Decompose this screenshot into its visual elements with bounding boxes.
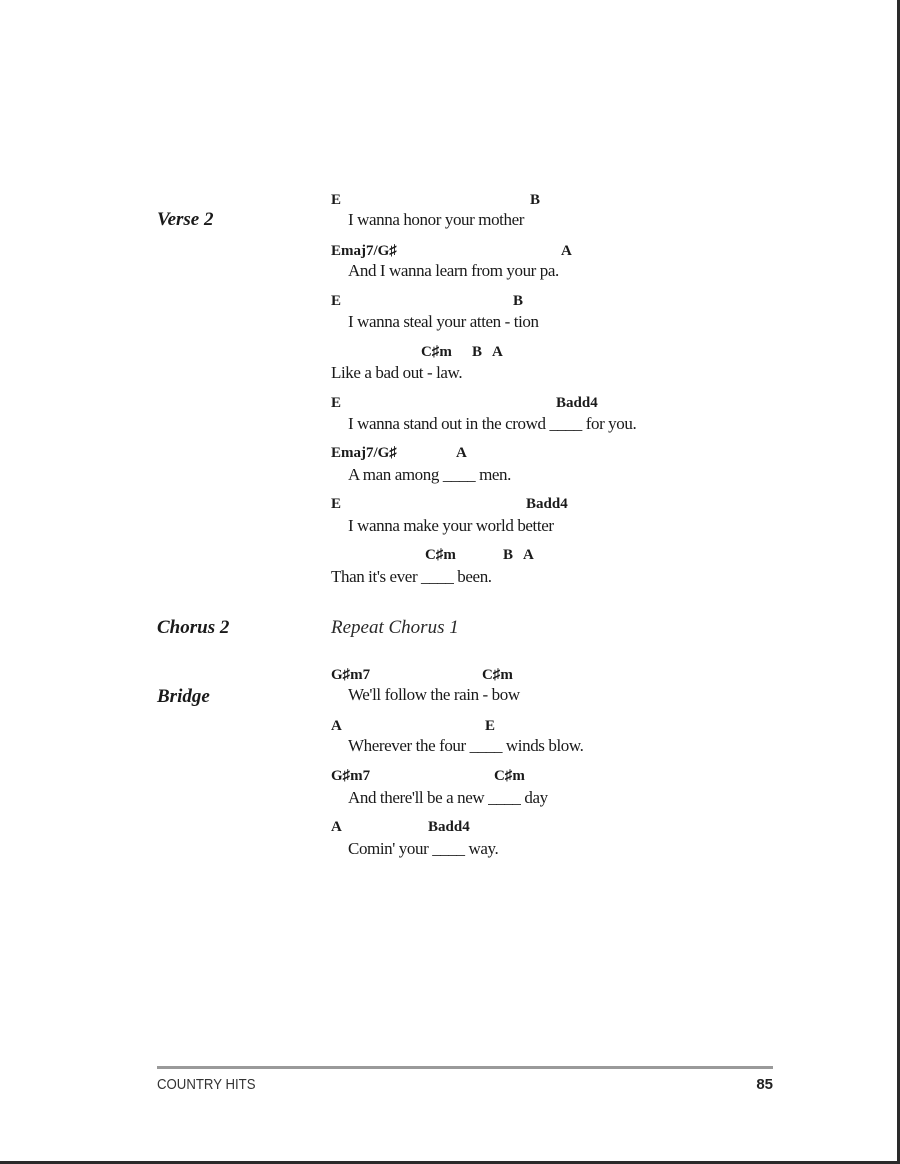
section-label-chorus-2: Chorus 2 <box>157 617 230 638</box>
chord: E <box>331 496 342 512</box>
footer-book-title: COUNTRY HITS <box>157 1076 256 1093</box>
lyric-line: I wanna stand out in the crowd ____ for you. <box>348 414 637 433</box>
chord: A <box>331 718 342 734</box>
chord: B <box>513 293 524 309</box>
section-label-bridge: Bridge <box>157 686 210 707</box>
chorus-repeat-instruction: Repeat Chorus 1 <box>331 617 459 638</box>
chord: A <box>523 547 534 563</box>
chord: B <box>472 344 483 360</box>
footer-divider <box>157 1066 773 1069</box>
chord: G♯m7 <box>331 667 371 683</box>
lyric-line: And I wanna learn from your pa. <box>348 261 559 280</box>
chord: Badd4 <box>556 395 598 411</box>
page-number: 85 <box>756 1076 773 1093</box>
lyric-line: And there'll be a new ____ day <box>348 788 548 807</box>
section-label-verse-2: Verse 2 <box>157 209 214 230</box>
chord: A <box>492 344 503 360</box>
lyric-line: A man among ____ men. <box>348 465 511 484</box>
chord: E <box>331 192 342 208</box>
chord: Badd4 <box>428 819 470 835</box>
chord: A <box>456 445 467 461</box>
lyric-line: Like a bad out - law. <box>331 363 463 382</box>
chord: G♯m7 <box>331 768 371 784</box>
chord: A <box>561 243 572 259</box>
chord: C♯m <box>421 344 452 360</box>
lyric-line: I wanna make your world better <box>348 516 554 535</box>
lyric-line: I wanna honor your mother <box>348 210 525 229</box>
lyric-line: I wanna steal your atten - tion <box>348 312 539 331</box>
chord: B <box>530 192 541 208</box>
chord: C♯m <box>482 667 513 683</box>
chord: E <box>331 395 342 411</box>
chord: E <box>485 718 496 734</box>
chord: C♯m <box>425 547 456 563</box>
chord: Badd4 <box>526 496 568 512</box>
chord: E <box>331 293 342 309</box>
lyric-line: Wherever the four ____ winds blow. <box>348 736 584 755</box>
chord: B <box>503 547 514 563</box>
chord: Emaj7/G♯ <box>331 445 397 461</box>
chord: Emaj7/G♯ <box>331 243 397 259</box>
chord: A <box>331 819 342 835</box>
lyric-line: Comin' your ____ way. <box>348 839 499 858</box>
chord: C♯m <box>494 768 525 784</box>
lyric-line: We'll follow the rain - bow <box>348 685 520 704</box>
lyric-line: Than it's ever ____ been. <box>331 567 492 586</box>
